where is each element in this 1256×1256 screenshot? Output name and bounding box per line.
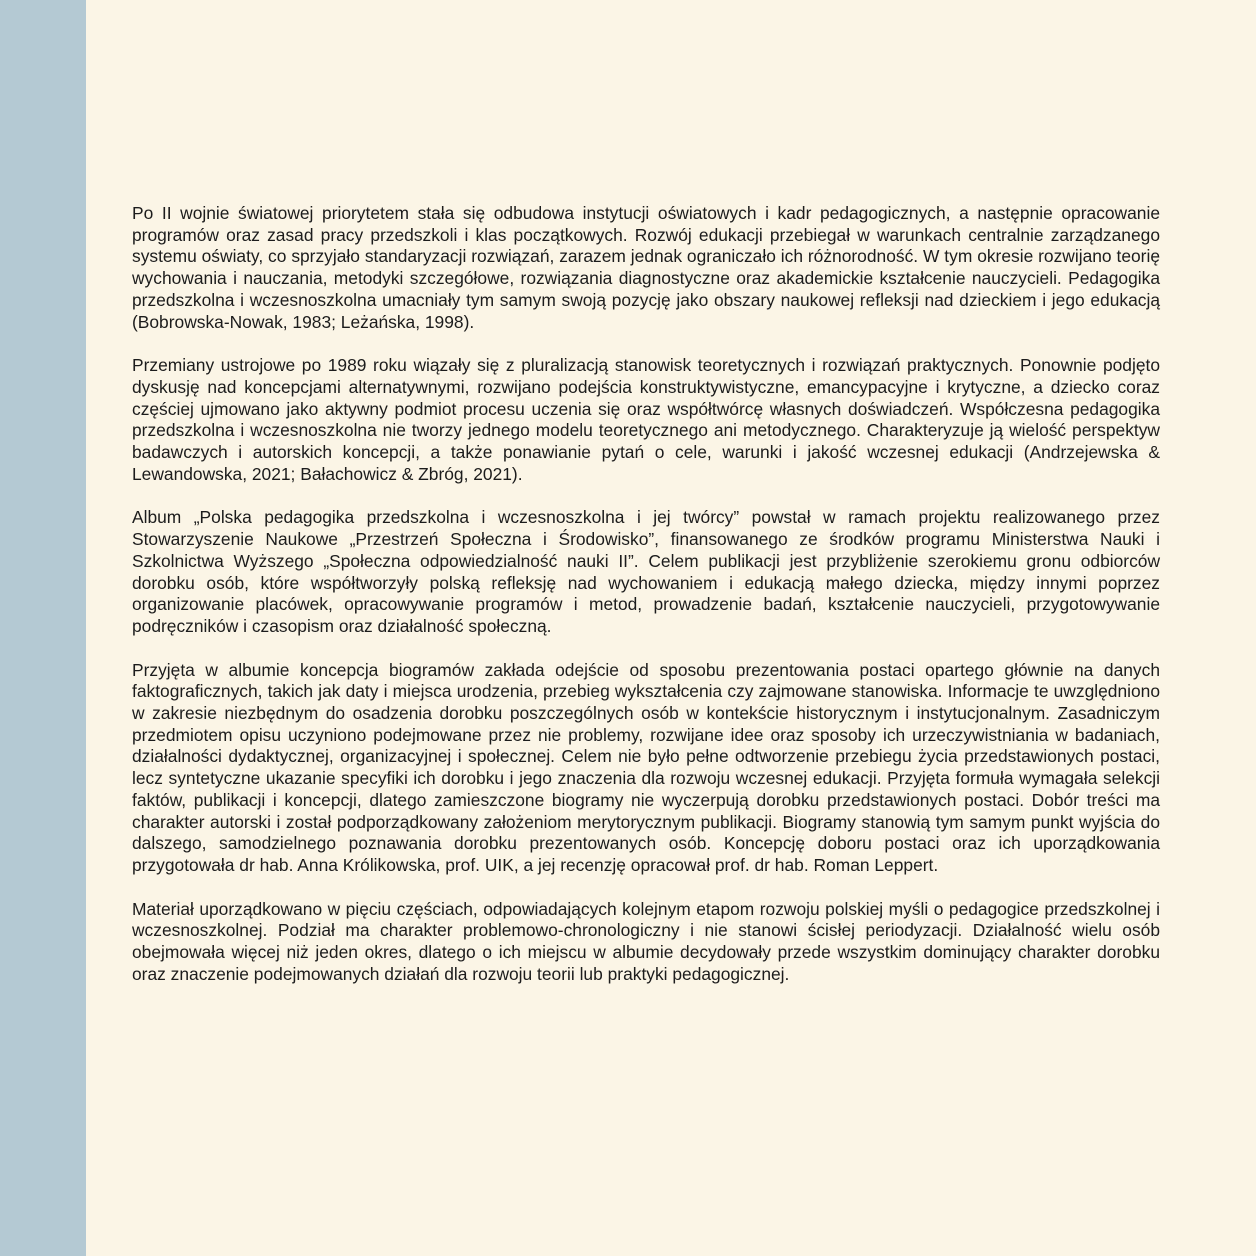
- document-page: [86, 0, 1256, 1256]
- paragraph-postwar-development: Po II wojnie światowej priorytetem stała się odbudowa instytucji oświatowych i kadr pedagogicznych, a następnie opracowanie programów oraz zasad pracy przedszkoli i klas początkowych. Rozwój edukacji przebiegał w warunkach centralnie zarządzanego systemu oświaty, co sprzyjało standaryzacji rozwiązań, zarazem jednak ograniczało ich różnorodność. W tym okresie rozwijano teorię wychowania i nauczania, metodyki szczegółowe, rozwiązania diagnostyczne oraz akademickie kształcenie nauczycieli. Pedagogika przedszkolna i wczesnoszkolna umacniały tym samym swoją pozycję jako obszary naukowej refleksji nad dzieckiem i jego edukacją (Bobrowska-Nowak, 1983; Leżańska, 1998).: [132, 203, 1160, 332]
- paragraph-biogram-concept: Przyjęta w albumie koncepcja biogramów zakłada odejście od sposobu prezentowania postaci opartego głównie na danych faktograficznych, takich jak daty i miejsca urodzenia, przebieg wykształcenia czy zajmowane stanowiska. Informacje te uwzględniono w zakresie niezbędnym do osadzenia dorobku poszczególnych osób w kontekście historycznym i instytucjonalnym. Zasadniczym przedmiotem opisu uczyniono podejmowane przez nie problemy, rozwijane idee oraz sposoby ich urzeczywistniania w badaniach, działalności dydaktycznej, organizacyjnej i społecznej. Celem nie było pełne odtworzenie przebiegu życia przedstawionych postaci, lecz syntetyczne ukazanie specyfiki ich dorobku i jego znaczenia dla rozwoju wczesnej edukacji. Przyjęta formuła wymagała selekcji faktów, publikacji i koncepcji, dlatego zamieszczone biogramy nie wyczerpują dorobku przedstawionych postaci. Dobór treści ma charakter autorski i został podporządkowany założeniom merytorycznym publikacji. Biogramy stanowią tym samym punkt wyjścia do dalszego, samodzielnego poznawania dorobku prezentowanych osób. Koncepcję doboru postaci oraz ich uporządkowania przygotowała dr hab. Anna Królikowska, prof. UIK, a jej recenzję opracował prof. dr hab. Roman Leppert.: [132, 659, 1160, 875]
- side-color-band: [0, 0, 86, 1256]
- paragraph-material-structure: Materiał uporządkowano w pięciu częściach, odpowiadających kolejnym etapom rozwoju polskiej myśli o pedagogice przedszkolnej i wczesnoszkolnej. Podział ma charakter problemowo-chronologiczny i nie stanowi ścisłej periodyzacji. Działalność wielu osób obejmowała więcej niż jeden okres, dlatego o ich miejscu w albumie decydowały przede wszystkim dominujący charakter dorobku oraz znaczenie podejmowanych działań dla rozwoju teorii lub praktyki pedagogicznej.: [132, 898, 1160, 984]
- body-text: [132, 203, 1160, 1008]
- paragraph-post-1989-changes: Przemiany ustrojowe po 1989 roku wiązały się z pluralizacją stanowisk teoretycznych i rozwiązań praktycznych. Ponownie podjęto dyskusję nad koncepcjami alternatywnymi, rozwijano podejścia konstruktywistyczne, emancypacyjne i krytyczne, a dziecko coraz częściej ujmowano jako aktywny podmiot procesu uczenia się oraz współtwórcę własnych doświadczeń. Współczesna pedagogika przedszkolna i wczesnoszkolna nie tworzy jednego modelu teoretycznego ani metodycznego. Charakteryzuje ją wielość perspektyw badawczych i autorskich koncepcji, a także ponawianie pytań o cele, warunki i jakość wczesnej edukacji (Andrzejewska & Lewandowska, 2021; Bałachowicz & Zbróg, 2021).: [132, 355, 1160, 484]
- paragraph-album-origin: Album „Polska pedagogika przedszkolna i wczesnoszkolna i jej twórcy” powstał w ramach projektu realizowanego przez Stowarzyszenie Naukowe „Przestrzeń Społeczna i Środowisko”, finansowanego ze środków programu Ministerstwa Nauki i Szkolnictwa Wyższego „Społeczna odpowiedzialność nauki II”. Celem publikacji jest przybliżenie szerokiemu gronu odbiorców dorobku osób, które współtworzyły polską refleksję nad wychowaniem i edukacją małego dziecka, między innymi poprzez organizowanie placówek, opracowywanie programów i metod, prowadzenie badań, kształcenie nauczycieli, przygotowywanie podręczników i czasopism oraz działalność społeczną.: [132, 507, 1160, 636]
